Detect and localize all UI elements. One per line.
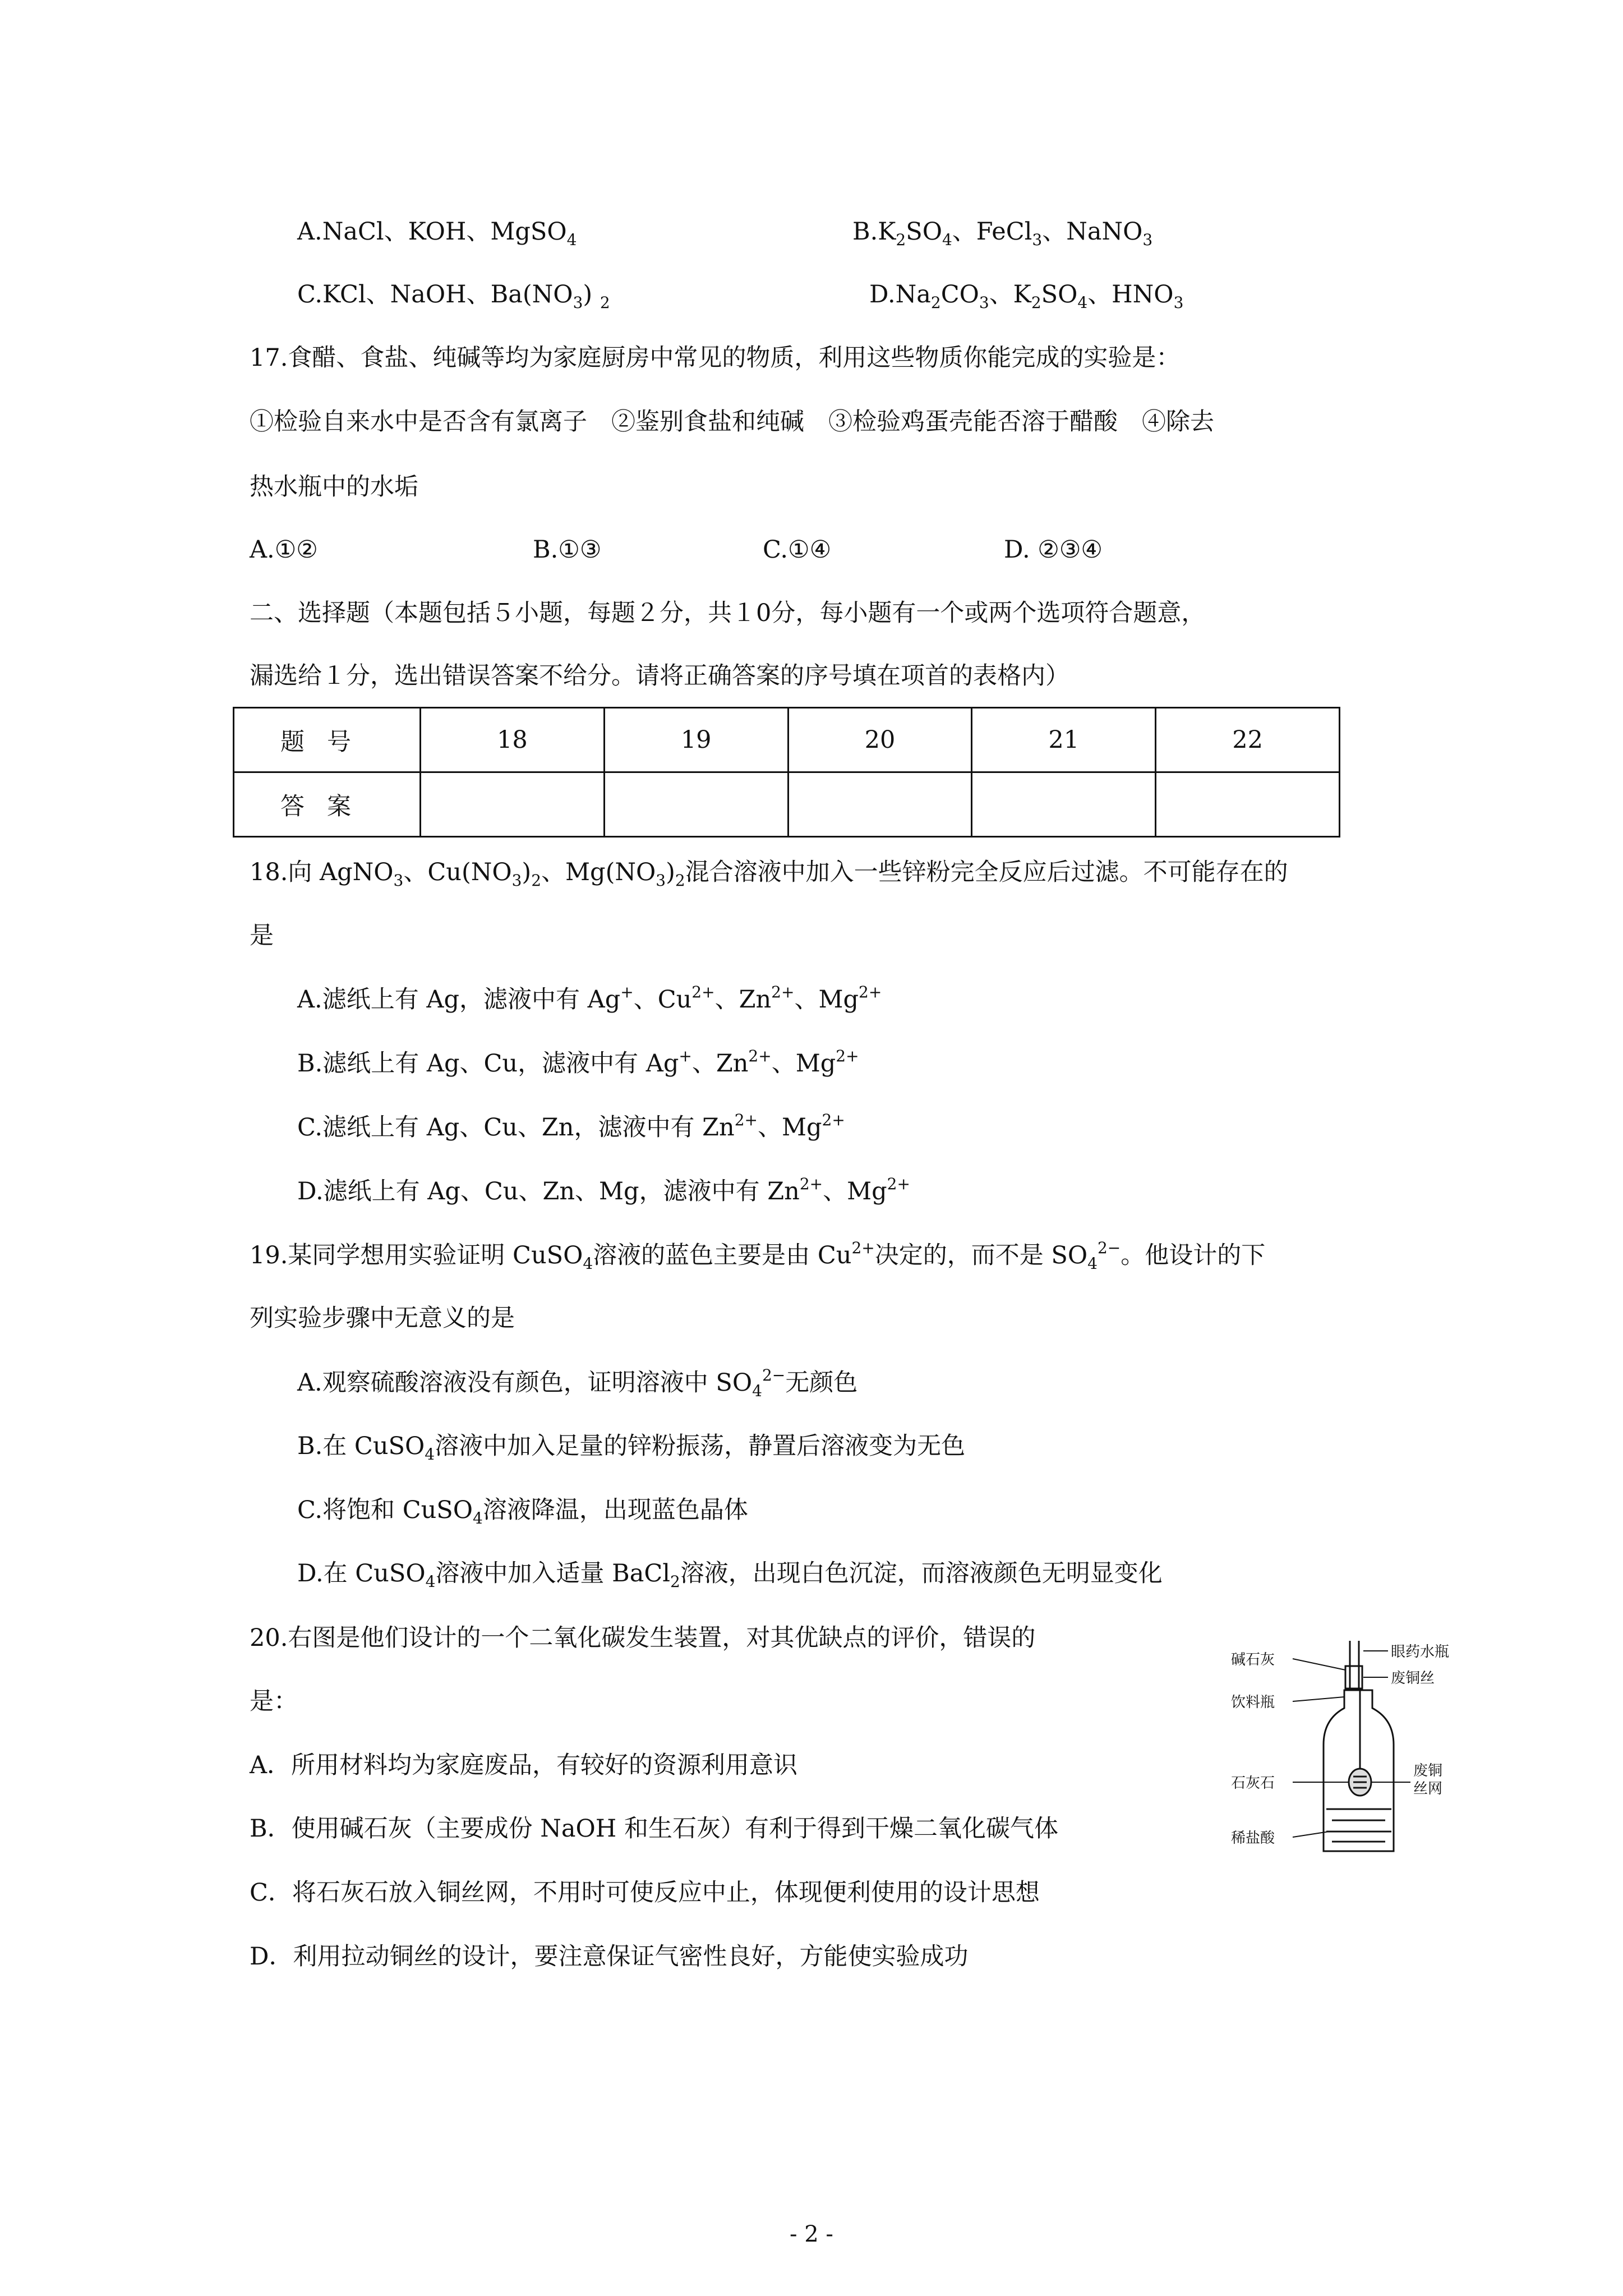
label-dropper-bottle: 眼药水瓶 [1391,1644,1450,1660]
q19-option-c: C.将饱和 CuSO$_4$溶液降温，出现蓝色晶体 [297,1496,748,1527]
label-drink-bottle: 饮料瓶 [1231,1694,1275,1711]
q17-option-b: B.①③ [533,536,602,564]
q20-stem-line1: 20.右图是他们设计的一个二氧化碳发生装置，对其优缺点的评价，错误的 [250,1624,1036,1652]
q16-option-b: $B.K_2SO_4$、FeCl$_3$、NaNO$_3$ [852,218,1153,249]
q18-option-b: B.滤纸上有 Ag、Cu，滤液中有 Ag+、$Zn^{2+}$、$Mg^{2+}$ [297,1047,859,1078]
dropper-bottle-icon [1345,1641,1362,1688]
answer-cell[interactable] [972,772,1156,837]
q17-option-a: A.①② [250,536,318,564]
q19-stem-line1: 19.某同学想用实验证明 CuSO$_4$溶液的蓝色主要是由 $Cu^{2+}$决定的，而不是 $SO_4^{2-}$。他设计的下 [250,1239,1266,1273]
q17-option-c: C.①④ [763,536,832,564]
answer-table-number-row [234,708,1340,772]
q18-option-a: A.滤纸上有 Ag，滤液中有 Ag+、$Cu^{2+}$、$Zn^{2+}$、$Mg^{2+}$ [297,983,882,1014]
q17-stem: 17.食醋、食盐、纯碱等均为家庭厨房中常见的物质，利用这些物质你能完成的实验是： [250,344,1181,372]
answer-table [233,707,1340,838]
q20-option-c: C．将石灰石放入铜丝网，不用时可使反应中止，体现便利使用的设计思想 [250,1879,1040,1907]
section2-instructions-line2: 漏选给１分，选出错误答案不给分。请将正确答案的序号填在项首的表格内） [250,662,1069,690]
q17-option-d: D. ②③④ [1004,536,1103,564]
table-cell-number: 18 [421,708,605,772]
q19-stem-line2: 列实验步骤中无意义的是 [250,1304,515,1332]
q16-option-a: A.NaCl、KOH、MgSO$_4$ [297,218,577,249]
label-dilute-hcl: 稀盐酸 [1231,1830,1275,1847]
page-number: - 2 - [790,2221,833,2247]
table-cell-number: 22 [1156,708,1340,772]
q18-option-c: C.滤纸上有 Ag、Cu、Zn，滤液中有 $Zn^{2+}$、$Mg^{2+}$ [297,1111,845,1142]
answer-cell[interactable] [788,772,972,837]
q20-option-d: D．利用拉动铜丝的设计，要注意保证气密性良好，方能使实验成功 [250,1943,969,1971]
q19-option-d: D.在 CuSO$_4$溶液中加入适量 BaCl$_2$溶液，出现白色沉淀，而溶液颜色无明显变化 [297,1559,1163,1591]
label-waste-copper-wire: 废铜丝 [1391,1670,1435,1687]
q19-option-b: B.在 CuSO$_4$溶液中加入足量的锌粉振荡，静置后溶液变为无色 [297,1432,966,1464]
co2-apparatus-figure [1225,1635,1506,1871]
q16-option-c: C.KCl、NaOH、$Ba(NO_3)$ $_2$ [297,280,610,312]
q17-items-line1: ①检验自来水中是否含有氯离子 ②鉴别食盐和纯碱 ③检验鸡蛋壳能否溶于醋酸 ④除去 [250,408,1214,436]
q18-stem-line1: 18.向 AgNO$_3$、$Cu(NO_3)_2$、$Mg(NO_3)_2$混合溶液中加入一些锌粉完全反应后过滤。不可能存在的 [250,858,1288,890]
section2-instructions-line1: 二、选择题（本题包括５小题，每题２分，共１0分，每小题有一个或两个选项符合题意， [250,599,1206,627]
answer-cell[interactable] [1156,772,1340,837]
table-cell-number: 21 [972,708,1156,772]
table-cell-number: 19 [604,708,788,772]
label-soda-lime: 碱石灰 [1231,1651,1275,1668]
label-copper-mesh-2: 丝网 [1413,1780,1443,1797]
q20-option-a: A．所用材料均为家庭废品，有较好的资源利用意识 [250,1751,798,1779]
label-limestone: 石灰石 [1231,1775,1275,1792]
drink-bottle-icon [1324,1688,1394,1851]
q18-option-d: D.滤纸上有 Ag、Cu、Zn、Mg，滤液中有 $Zn^{2+}$、$Mg^{2+}$ [297,1175,910,1205]
q19-option-a: A.观察硫酸溶液没有颜色，证明溶液中 $SO_4^{2-}$无颜色 [297,1366,858,1400]
answer-cell[interactable] [604,772,788,837]
table-head-question-no: 题号 [234,708,421,772]
table-head-answer: 答案 [234,772,421,837]
answer-cell[interactable] [421,772,605,837]
q20-option-b: B．使用碱石灰（主要成份 NaOH 和生石灰）有利于得到干燥二氧化碳气体 [250,1815,1058,1843]
q17-items-line2: 热水瓶中的水垢 [250,473,418,501]
label-copper-mesh-1: 废铜 [1413,1763,1443,1779]
q20-stem-line2: 是： [250,1687,298,1715]
answer-table-answer-row [234,772,1340,837]
q16-option-d: $D.Na_2CO_3$、$K_2SO_4$、$HNO_3$ [869,280,1184,312]
table-cell-number: 20 [788,708,972,772]
q18-stem-line2: 是 [250,922,274,950]
